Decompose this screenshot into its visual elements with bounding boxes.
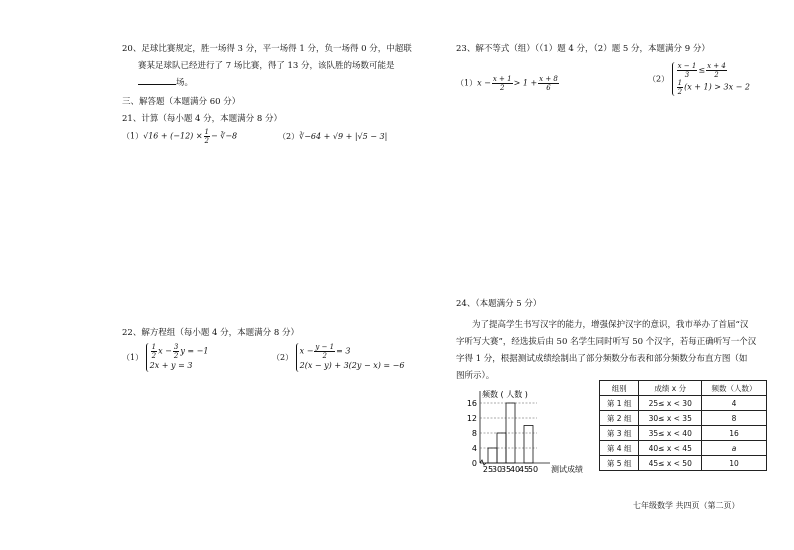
table-cell: 8 <box>702 411 767 426</box>
table-row <box>600 441 767 456</box>
q21-part2: （2）∛−64 + √9 + |√5 − 3| <box>278 132 388 141</box>
x-tick-label: 45 <box>518 465 530 474</box>
q20-line2: 赛某足球队已经进行了 7 场比赛，得了 13 分，该队胜的场数可能是 <box>138 61 395 71</box>
table-row <box>600 426 767 441</box>
y-tick-label: 8 <box>471 429 477 438</box>
table-header-row <box>600 381 767 396</box>
table-cell: 45≤ x < 50 <box>639 456 702 471</box>
q24-para-line3: 字得 1 分，根据测试成绩绘制出了部分频数分布表和部分频数分布直方图（如 <box>456 354 748 364</box>
q24-title: 24、（本题满分 5 分） <box>456 299 542 309</box>
q24-para-line4: 图所示）。 <box>456 371 495 381</box>
frequency-table <box>599 380 767 471</box>
y-tick-label: 0 <box>471 459 477 468</box>
table-row <box>600 456 767 471</box>
answer-blank[interactable] <box>138 84 176 85</box>
q23-title: 23、解不等式（组）（（1）题 4 分，（2）题 5 分，本题满分 9 分） <box>456 44 710 54</box>
x-tick-label: 30 <box>491 465 503 474</box>
table-cell: 16 <box>702 426 767 441</box>
x-axis-label: 测试成绩 <box>551 465 583 474</box>
q23-part2: （2） $\frac{x - 1}{3}$ ≤ $\frac{x + 4}{2}$ $\frac{1}{2}$ (x + 1) > 3x − 2 <box>648 62 751 96</box>
table-cell: 第 5 组 <box>600 456 639 471</box>
q22-part1: （1） $\frac{1}{2}$ x − $\frac{3}{2}$ y = −1 2x + y = 3 <box>122 343 209 370</box>
table-cell: 10 <box>702 456 767 471</box>
section-heading: 三、解答题（本题满分 60 分） <box>122 97 241 107</box>
table-cell: 40≤ x < 45 <box>639 441 702 456</box>
q20-line3: 场。 <box>138 78 193 89</box>
x-tick-label: 25 <box>482 465 494 474</box>
table-header-cell: 组别 <box>600 381 639 396</box>
y-axis-label: 频数 ( 人数 ) <box>482 390 528 399</box>
table-cell: 第 2 组 <box>600 411 639 426</box>
y-tick-label: 4 <box>471 444 477 453</box>
x-tick-label: 40 <box>509 465 521 474</box>
table-header-cell: 成绩 x 分 <box>639 381 702 396</box>
y-tick-label: 16 <box>466 399 477 408</box>
table-cell: 30≤ x < 35 <box>639 411 702 426</box>
histogram-bar <box>524 426 533 464</box>
table-row <box>600 396 767 411</box>
table-cell: 4 <box>702 396 767 411</box>
page-footer: 七年级数学 共四页（第二页） <box>633 501 740 510</box>
q21-part1: （1）√16 + (−12) × $\frac{1}{2}$ − ∛−8 <box>122 128 238 145</box>
table-cell: a <box>702 441 767 456</box>
table-cell: 第 1 组 <box>600 396 639 411</box>
table-cell: 35≤ x < 40 <box>639 426 702 441</box>
q21-title: 21、计算（每小题 4 分，本题满分 8 分） <box>122 114 282 124</box>
q22-part2: （2） x − $\frac{y - 1}{2}$ = 3 2(x − y) + 3(2y − x) = −6 <box>272 343 405 370</box>
x-tick-label: 50 <box>527 465 539 474</box>
table-cell: 25≤ x < 30 <box>639 396 702 411</box>
histogram-bar <box>506 403 515 463</box>
table-cell: 第 3 组 <box>600 426 639 441</box>
histogram-bar <box>488 448 497 463</box>
table-header-cell: 频数（人数） <box>702 381 767 396</box>
y-tick-label: 12 <box>466 414 477 423</box>
q24-para-line2: 字听写大赛”，经选拔后由 50 名学生同时听写 50 个汉字，若每正确听写一个汉 <box>456 337 757 347</box>
q22-title: 22、解方程组（每小题 4 分，本题满分 8 分） <box>122 328 299 338</box>
q20-line1: 20、足球比赛规定，胜一场得 3 分，平一场得 1 分，负一场得 0 分，中超联 <box>122 44 412 54</box>
table-row <box>600 411 767 426</box>
x-tick-label: 35 <box>500 465 512 474</box>
q23-part1: （1）x − $\frac{x + 1}{2}$ > 1 + $\frac{x + 8}{6}$ <box>456 75 558 92</box>
histogram-chart <box>452 388 602 480</box>
table-cell: 第 4 组 <box>600 441 639 456</box>
q24-para-line1: 为了提高学生书写汉字的能力，增强保护汉字的意识，我市举办了首届“汉 <box>472 320 749 330</box>
